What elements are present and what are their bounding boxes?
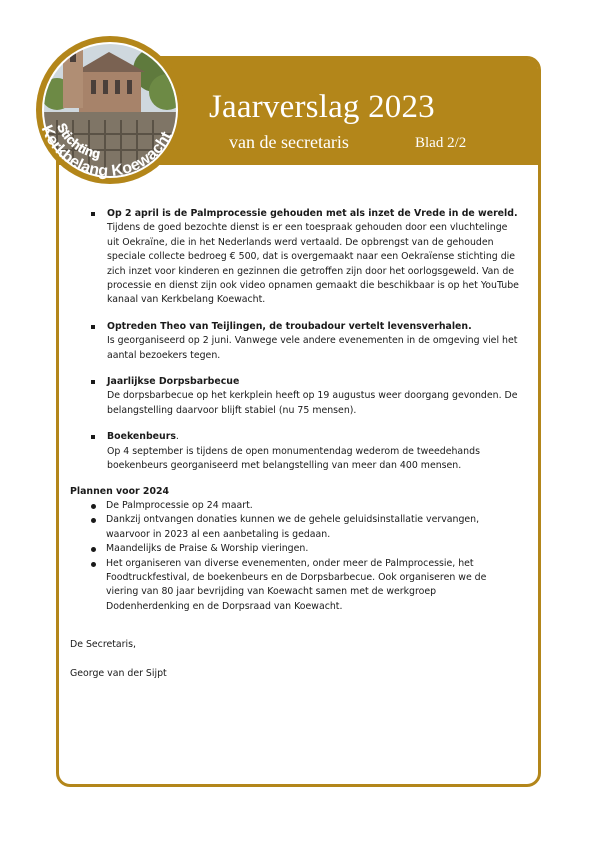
list-item-boekenbeurs — [70, 430, 520, 473]
plans-list — [70, 499, 520, 614]
sheet-number: Blad 2/2 — [415, 135, 467, 151]
item-heading: Optreden Theo van Teijlingen, de troubadour vertelt levensverhalen. — [107, 320, 472, 332]
closing-line: De Secretaris, — [70, 639, 137, 651]
plan-item: De Palmprocessie op 24 maart. — [70, 499, 520, 513]
item-heading: Jaarlijkse Dorpsbarbecue — [107, 376, 240, 388]
logo-text-top: Stichting — [54, 120, 102, 162]
page-title: Jaarverslag 2023 — [209, 89, 435, 125]
signature-name: George van der Sijpt — [70, 667, 167, 679]
item-heading-suffix: . — [175, 431, 179, 443]
list-item-palmprocessie — [70, 207, 520, 308]
list-item-dorpsbarbecue — [70, 375, 520, 418]
item-body: De dorpsbarbecue op het kerkplein heeft op 19 augustus weer doorgang gevonden. De belangstelling daarvoor blijft stabiel (nu 75 mensen). — [107, 390, 518, 416]
plans-heading: Plannen voor 2024 — [70, 485, 170, 497]
list-item-optreden — [70, 320, 520, 363]
kerkbelang-koewacht-logo — [27, 8, 193, 186]
logo-text-bottom: Kerkbelang Koewacht — [37, 122, 176, 181]
plan-item: Het organiseren van diverse evenementen, onder meer de Palmprocessie, het Foodtruckfestival, de boekenbeurs en de Dorpsbarbecue. Ook organiseren we de viering van 80 jaar bevrijding van Koewacht samen met de werkgroep Dodenherdenking en de Dorpsraad van Koewacht. — [70, 557, 520, 615]
events-list — [70, 207, 520, 474]
page-subtitle: van de secretaris — [229, 132, 349, 152]
report-content — [70, 207, 520, 681]
item-body: Op 4 september is tijdens de open monumentendag wederom de tweedehands boekenbeurs georganiseerd met belangstelling van meer dan 400 mensen. — [107, 445, 480, 472]
plan-item: Dankzij ontvangen donaties kunnen we de gehele geluidsinstallatie vervangen, waarvoor in 2023 al een aanbetaling is gedaan. — [70, 513, 520, 542]
item-body: Is georganiseerd op 2 juni. Vanwege vele andere evenementen in de omgeving viel het aantal bezoekers tegen. — [107, 335, 518, 361]
plan-item: Maandelijks de Praise & Worship vieringen. — [70, 542, 520, 556]
item-heading: Op 2 april is de Palmprocessie gehouden met als inzet de Vrede in de wereld. — [107, 208, 518, 219]
item-body: Tijdens de goed bezochte dienst is er een toespraak gehouden door een vluchtelinge uit Oekraïne, die in het Nederlands werd vertaald. De opbrengst van de gehouden speciale collecte bedroeg € 500, dat is overgemaakt naar een Oekraïense stichting die zich inzet voor kinderen en gezinnen die getroffen zijn door het oorlogsgeweld. Van de processie en dienst zijn ook video opnamen gemaakt die beschikbaar is op het YouTube kanaal van Kerkbelang Koewacht. — [107, 222, 519, 306]
item-heading: Boekenbeurs — [107, 431, 176, 443]
